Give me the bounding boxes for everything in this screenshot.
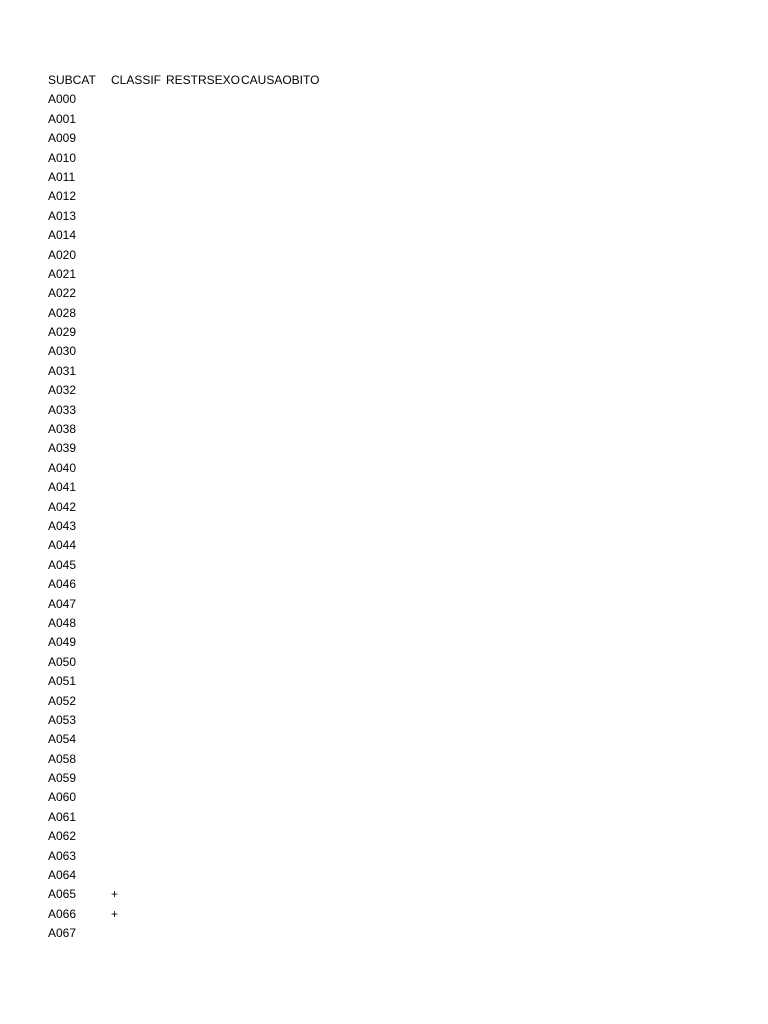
cell-classif: [111, 187, 166, 206]
cell-causaobito: [241, 342, 331, 361]
table-header-row: [48, 71, 331, 90]
cell-classif: [111, 808, 166, 827]
cell-subcat: A053: [48, 712, 77, 727]
table-row: [48, 730, 331, 749]
header-subcat: SUBCAT: [48, 73, 96, 87]
cell-subcat: A060: [48, 790, 77, 805]
cell-causaobito: [241, 90, 331, 109]
cell-classif: [111, 323, 166, 342]
cell-causaobito: [241, 730, 331, 749]
cell-causaobito: [241, 284, 331, 303]
cell-restrsexo: [166, 827, 241, 846]
cell-subcat: A050: [48, 654, 77, 669]
cell-classif: [111, 265, 166, 284]
cell-restrsexo: [166, 614, 241, 633]
cell-classif: [111, 459, 166, 478]
cell-subcat: A029: [48, 325, 77, 340]
cell-subcat: A030: [48, 344, 77, 359]
table-row: [48, 498, 331, 517]
cell-subcat: A044: [48, 538, 77, 553]
cell-classif: [111, 653, 166, 672]
table-row: [48, 420, 331, 439]
cell-restrsexo: [166, 420, 241, 439]
cell-restrsexo: [166, 304, 241, 323]
cell-subcat: A009: [48, 131, 77, 146]
cell-causaobito: [241, 692, 331, 711]
cell-classif: [111, 847, 166, 866]
cell-restrsexo: [166, 788, 241, 807]
cell-classif: [111, 420, 166, 439]
table-row: [48, 808, 331, 827]
cell-classif: [111, 342, 166, 361]
cell-restrsexo: [166, 478, 241, 497]
cell-subcat: A048: [48, 615, 77, 630]
cell-causaobito: [241, 226, 331, 245]
cell-restrsexo: [166, 168, 241, 187]
table-row: [48, 246, 331, 265]
cell-restrsexo: [166, 226, 241, 245]
cell-classif: [111, 730, 166, 749]
cell-causaobito: [241, 265, 331, 284]
cell-classif: [111, 207, 166, 226]
table-row: [48, 110, 331, 129]
cell-causaobito: [241, 536, 331, 555]
cell-causaobito: [241, 885, 331, 904]
table-row: [48, 575, 331, 594]
cell-causaobito: [241, 498, 331, 517]
cell-restrsexo: [166, 885, 241, 904]
cell-classif: [111, 750, 166, 769]
cell-causaobito: [241, 323, 331, 342]
cell-subcat: A064: [48, 868, 77, 883]
cell-causaobito: [241, 847, 331, 866]
header-causaobito: CAUSAOBITO: [241, 73, 320, 87]
cell-causaobito: [241, 827, 331, 846]
cell-subcat: A041: [48, 480, 77, 495]
cell-classif: [111, 401, 166, 420]
table-row: [48, 90, 331, 109]
cell-restrsexo: [166, 672, 241, 691]
cell-subcat: A028: [48, 305, 77, 320]
cell-restrsexo: [166, 362, 241, 381]
cell-classif: [111, 129, 166, 148]
cell-classif: [111, 168, 166, 187]
cell-causaobito: [241, 905, 331, 924]
cell-causaobito: [241, 788, 331, 807]
cell-classif: [111, 381, 166, 400]
cell-causaobito: [241, 866, 331, 885]
cell-causaobito: [241, 672, 331, 691]
cell-subcat: A054: [48, 732, 77, 747]
cell-restrsexo: [166, 401, 241, 420]
cell-subcat: A046: [48, 577, 77, 592]
cell-subcat: A049: [48, 635, 77, 650]
cell-subcat: A014: [48, 228, 77, 243]
table-row: [48, 769, 331, 788]
table-row: [48, 187, 331, 206]
cell-restrsexo: [166, 750, 241, 769]
cell-restrsexo: [166, 284, 241, 303]
cell-classif: [111, 633, 166, 652]
table-row: [48, 653, 331, 672]
table-row: [48, 362, 331, 381]
table-row: [48, 750, 331, 769]
cell-classif: [111, 672, 166, 691]
cell-classif: [111, 246, 166, 265]
table-row: [48, 633, 331, 652]
cell-subcat: A042: [48, 499, 77, 514]
cell-classif: [111, 692, 166, 711]
table-row: [48, 711, 331, 730]
cell-subcat: A032: [48, 383, 77, 398]
cell-causaobito: [241, 246, 331, 265]
cell-causaobito: [241, 633, 331, 652]
cell-subcat: A063: [48, 848, 77, 863]
cell-restrsexo: [166, 653, 241, 672]
table-row: [48, 401, 331, 420]
cell-subcat: A045: [48, 557, 77, 572]
cell-causaobito: [241, 924, 331, 943]
cell-causaobito: [241, 110, 331, 129]
cell-classif: [111, 536, 166, 555]
table-row: [48, 614, 331, 633]
table-row: [48, 827, 331, 846]
cell-causaobito: [241, 750, 331, 769]
cell-causaobito: [241, 575, 331, 594]
table-row: [48, 517, 331, 536]
cell-restrsexo: [166, 459, 241, 478]
cell-subcat: A012: [48, 189, 77, 204]
cell-subcat: A011: [48, 169, 76, 184]
cell-classif: [111, 149, 166, 168]
cell-restrsexo: [166, 129, 241, 148]
cell-restrsexo: [166, 536, 241, 555]
table-row: [48, 866, 331, 885]
cell-causaobito: [241, 711, 331, 730]
cell-subcat: A066: [48, 906, 77, 921]
cell-subcat: A010: [48, 150, 77, 165]
cell-causaobito: [241, 187, 331, 206]
table-row: [48, 905, 331, 924]
cell-subcat: A001: [48, 111, 77, 126]
cell-restrsexo: [166, 847, 241, 866]
table-row: [48, 284, 331, 303]
cell-classif: +: [111, 887, 119, 902]
cell-classif: [111, 517, 166, 536]
cell-restrsexo: [166, 808, 241, 827]
table-row: [48, 692, 331, 711]
cell-restrsexo: [166, 924, 241, 943]
cell-subcat: A067: [48, 926, 77, 941]
cell-classif: [111, 90, 166, 109]
cell-causaobito: [241, 517, 331, 536]
table-row: [48, 168, 331, 187]
cell-causaobito: [241, 614, 331, 633]
cell-causaobito: [241, 207, 331, 226]
cell-classif: [111, 827, 166, 846]
cell-restrsexo: [166, 439, 241, 458]
cell-restrsexo: [166, 575, 241, 594]
cell-causaobito: [241, 129, 331, 148]
table-row: [48, 323, 331, 342]
cell-classif: [111, 788, 166, 807]
table-row: [48, 342, 331, 361]
cell-classif: [111, 614, 166, 633]
cell-causaobito: [241, 595, 331, 614]
cell-causaobito: [241, 401, 331, 420]
table-row: [48, 595, 331, 614]
cell-subcat: A065: [48, 887, 77, 902]
cell-classif: [111, 110, 166, 129]
cell-restrsexo: [166, 769, 241, 788]
cell-restrsexo: [166, 633, 241, 652]
table-row: [48, 924, 331, 943]
table-row: [48, 847, 331, 866]
cell-subcat: A058: [48, 751, 77, 766]
cell-classif: [111, 478, 166, 497]
cell-restrsexo: [166, 711, 241, 730]
cell-restrsexo: [166, 187, 241, 206]
cell-causaobito: [241, 556, 331, 575]
cell-causaobito: [241, 478, 331, 497]
cell-classif: [111, 498, 166, 517]
cell-classif: [111, 556, 166, 575]
table-row: [48, 149, 331, 168]
cell-causaobito: [241, 168, 331, 187]
cell-causaobito: [241, 439, 331, 458]
cell-subcat: A021: [48, 266, 77, 281]
cell-causaobito: [241, 808, 331, 827]
cell-restrsexo: [166, 517, 241, 536]
cell-restrsexo: [166, 149, 241, 168]
cell-classif: [111, 226, 166, 245]
cell-classif: [111, 575, 166, 594]
cell-restrsexo: [166, 323, 241, 342]
cell-causaobito: [241, 362, 331, 381]
table-row: [48, 672, 331, 691]
cell-subcat: A033: [48, 402, 77, 417]
cell-subcat: A020: [48, 247, 77, 262]
cell-restrsexo: [166, 866, 241, 885]
cell-subcat: A061: [48, 809, 77, 824]
table-row: [48, 536, 331, 555]
cell-subcat: A040: [48, 460, 77, 475]
cell-causaobito: [241, 149, 331, 168]
cell-subcat: A013: [48, 208, 77, 223]
cell-restrsexo: [166, 498, 241, 517]
cell-restrsexo: [166, 110, 241, 129]
cell-subcat: A047: [48, 596, 77, 611]
cell-restrsexo: [166, 730, 241, 749]
data-table: [48, 71, 331, 944]
cell-restrsexo: [166, 342, 241, 361]
cell-subcat: A059: [48, 771, 77, 786]
cell-classif: [111, 595, 166, 614]
table-row: [48, 556, 331, 575]
table-row: [48, 207, 331, 226]
header-restrsexo: RESTRSEXO: [166, 73, 241, 87]
table-row: [48, 129, 331, 148]
cell-subcat: A038: [48, 422, 77, 437]
cell-classif: +: [111, 906, 119, 921]
cell-restrsexo: [166, 90, 241, 109]
cell-restrsexo: [166, 595, 241, 614]
cell-subcat: A043: [48, 518, 77, 533]
cell-causaobito: [241, 381, 331, 400]
table-row: [48, 885, 331, 904]
cell-subcat: A062: [48, 829, 77, 844]
table-row: [48, 381, 331, 400]
cell-subcat: A039: [48, 441, 77, 456]
cell-restrsexo: [166, 207, 241, 226]
cell-subcat: A031: [48, 363, 77, 378]
table-row: [48, 226, 331, 245]
cell-causaobito: [241, 459, 331, 478]
header-classif: CLASSIF: [111, 73, 162, 87]
cell-classif: [111, 769, 166, 788]
cell-classif: [111, 304, 166, 323]
cell-restrsexo: [166, 556, 241, 575]
cell-subcat: A051: [48, 674, 77, 689]
cell-classif: [111, 711, 166, 730]
cell-classif: [111, 439, 166, 458]
cell-classif: [111, 866, 166, 885]
cell-restrsexo: [166, 246, 241, 265]
table-row: [48, 265, 331, 284]
cell-restrsexo: [166, 265, 241, 284]
cell-classif: [111, 284, 166, 303]
table-row: [48, 304, 331, 323]
table-row: [48, 478, 331, 497]
cell-causaobito: [241, 769, 331, 788]
table-row: [48, 788, 331, 807]
cell-subcat: A000: [48, 92, 77, 107]
cell-causaobito: [241, 304, 331, 323]
cell-classif: [111, 362, 166, 381]
table-row: [48, 439, 331, 458]
cell-subcat: A022: [48, 286, 77, 301]
cell-restrsexo: [166, 692, 241, 711]
cell-restrsexo: [166, 905, 241, 924]
cell-subcat: A052: [48, 693, 77, 708]
cell-classif: [111, 924, 166, 943]
cell-causaobito: [241, 420, 331, 439]
table-body: [48, 90, 331, 943]
cell-restrsexo: [166, 381, 241, 400]
cell-causaobito: [241, 653, 331, 672]
table-row: [48, 459, 331, 478]
